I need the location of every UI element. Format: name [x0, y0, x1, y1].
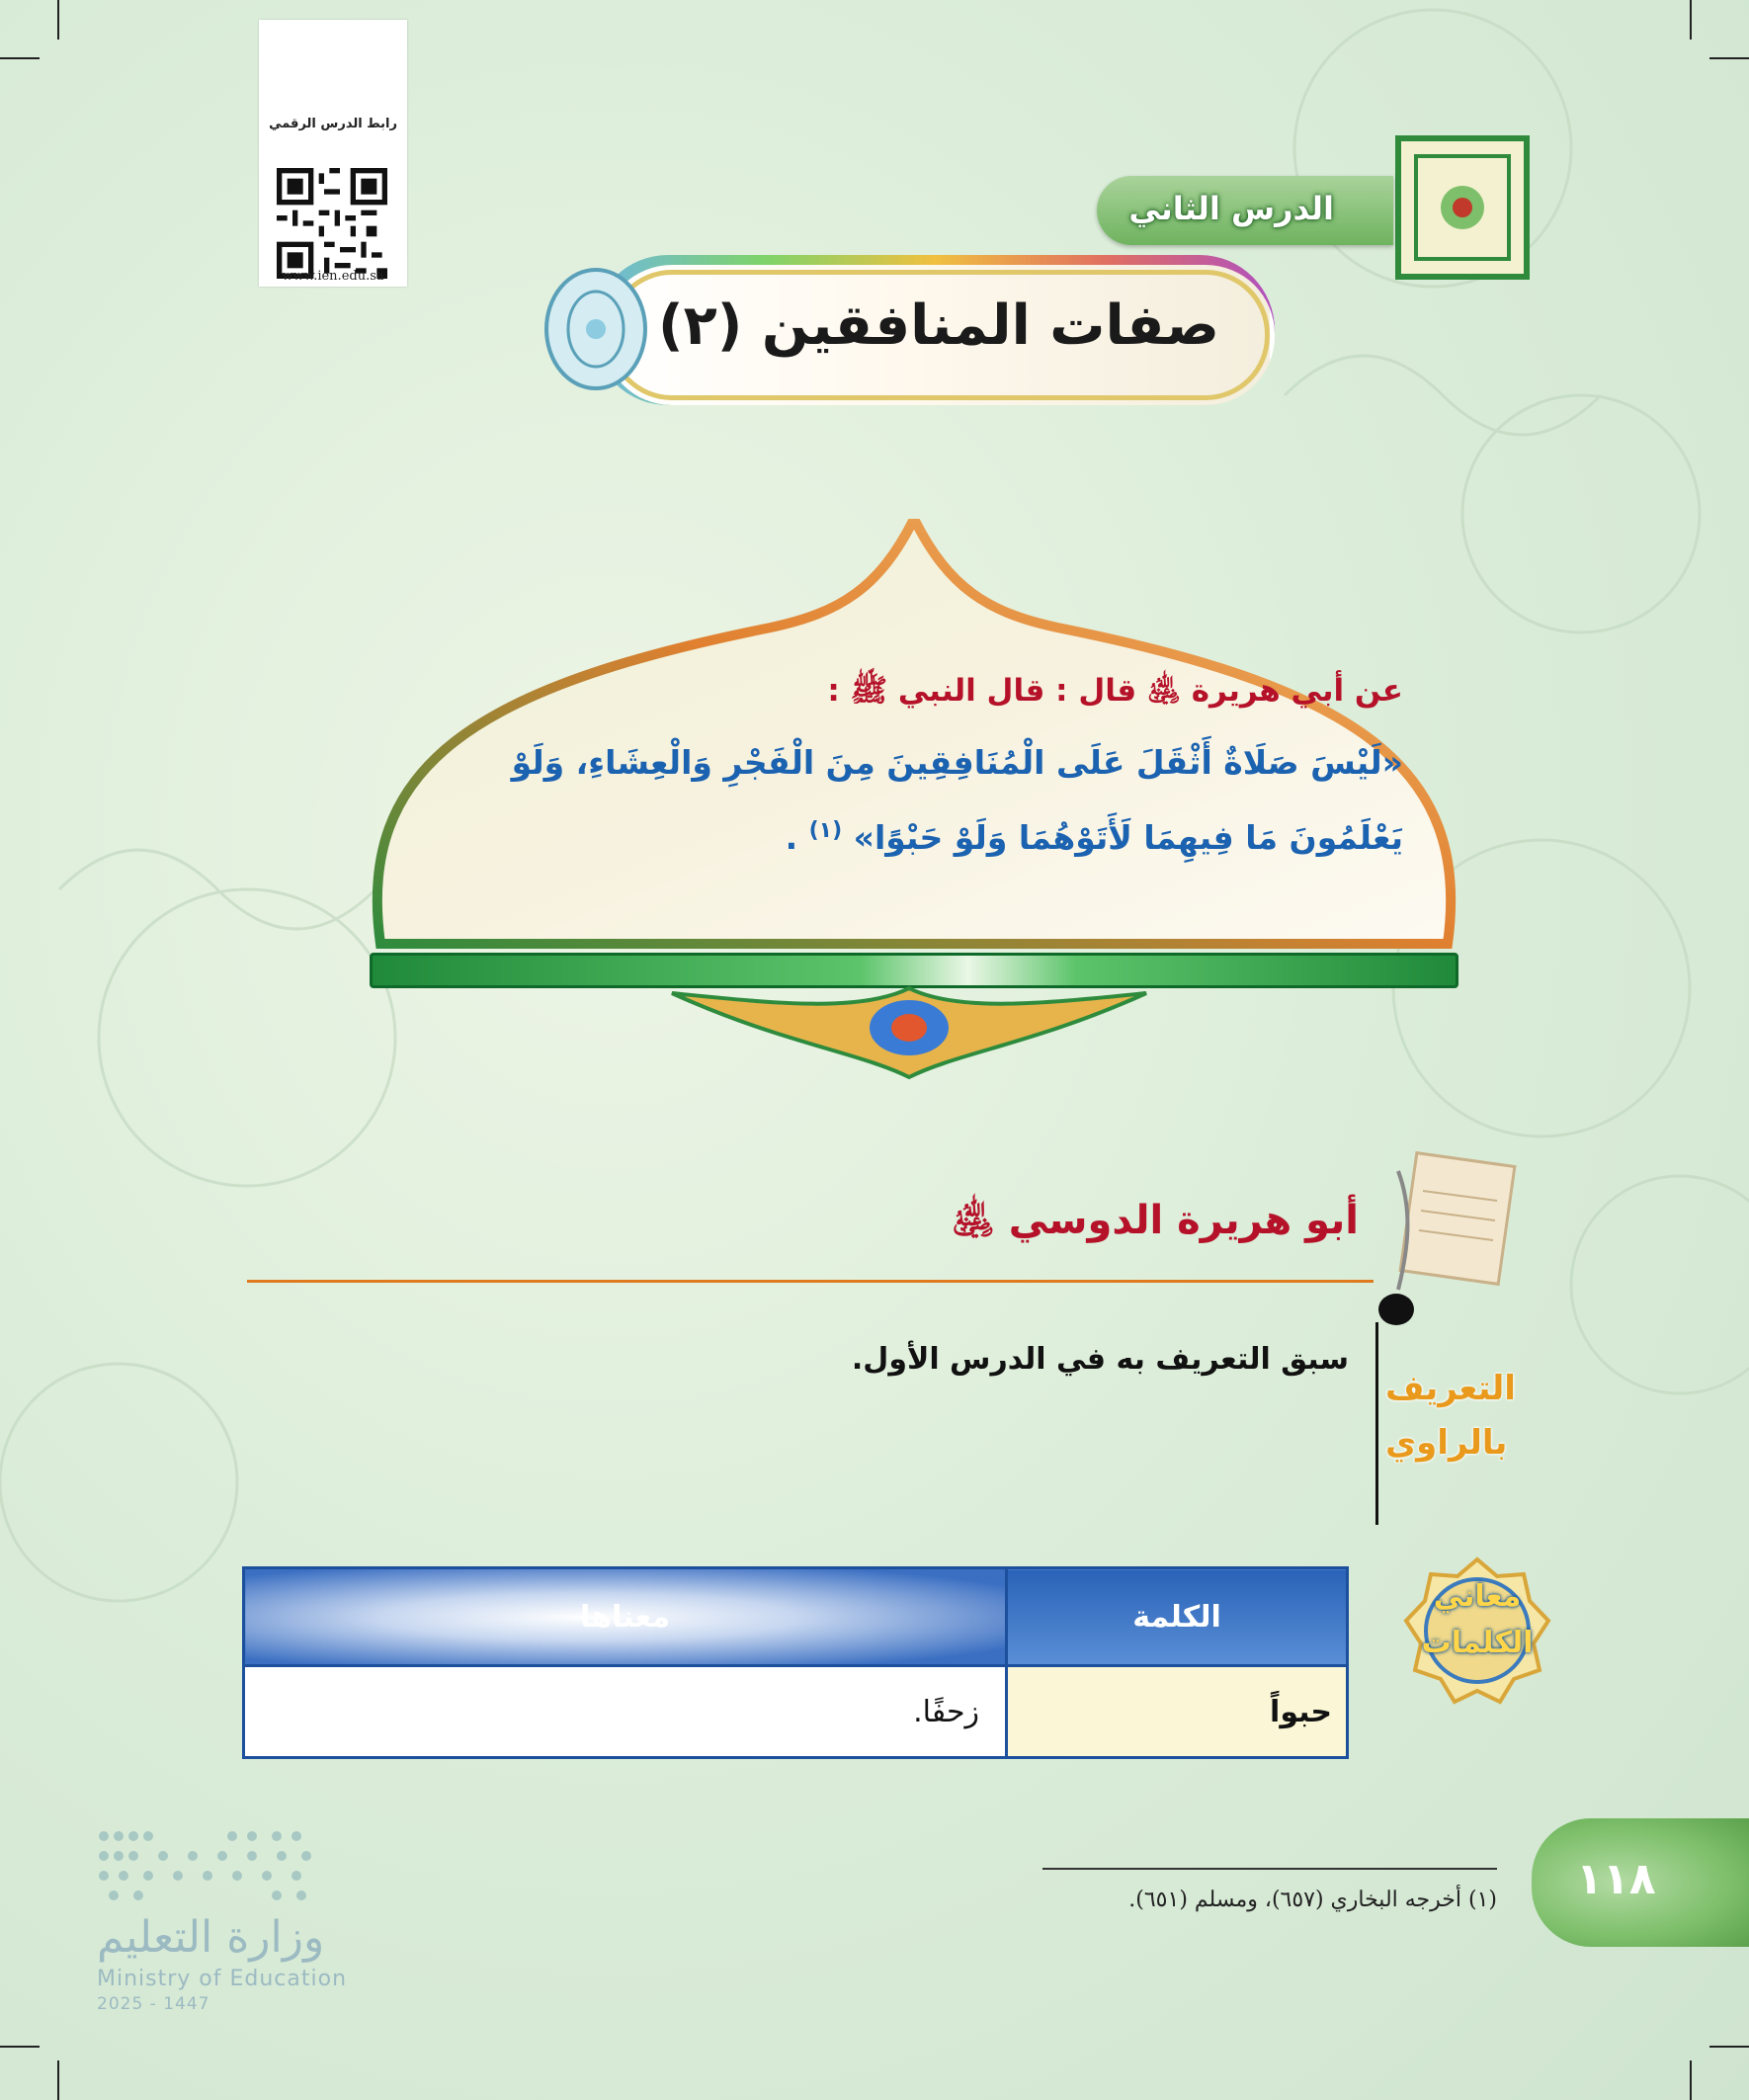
title-ornament-icon: [541, 265, 650, 393]
narrator-rule: [247, 1280, 1374, 1283]
meaning-cell: زحفًا.: [244, 1666, 1007, 1758]
table-header-row: [244, 1568, 1348, 1666]
ministry-year: 2025 - 1447: [97, 1994, 210, 2014]
vocab-badge-line-1: معاني: [1433, 1579, 1522, 1614]
vocab-badge-line-2: الكلمات: [1421, 1626, 1534, 1660]
crop-mark: [0, 57, 40, 59]
crop-mark: [1709, 2046, 1749, 2048]
word-cell: حبواً: [1007, 1666, 1348, 1758]
scroll-quill-icon: [1378, 1151, 1517, 1329]
hadith-intro: عن أبي هريرة ﵁ قال : قال النبي ﷺ :: [827, 673, 1403, 709]
qr-label: رابط الدرس الرقمي: [269, 117, 397, 131]
column-header-word: الكلمة: [1007, 1568, 1348, 1666]
narrator-description: سبق التعريف به في الدرس الأول.: [851, 1342, 1349, 1377]
lesson-ornament-icon: [1388, 128, 1537, 287]
hadith-line-1: «لَيْسَ صَلَاةٌ أَثْقَلَ عَلَى الْمُنَافِقِينَ مِنَ الْفَجْرِ وَالْعِشَاءِ، وَلَوْ: [511, 743, 1403, 782]
section-label-narrator-line-2: بالراوي: [1385, 1423, 1508, 1463]
crop-mark: [57, 2060, 59, 2100]
crop-mark: [0, 2046, 40, 2048]
hadith-text: [415, 672, 1403, 929]
crop-mark: [1690, 2060, 1692, 2100]
title-pill: [603, 265, 1275, 405]
section-label-narrator-line-1: التعريف: [1385, 1369, 1516, 1408]
narrator-heading: أبو هريرة الدوسي ﵁: [952, 1198, 1359, 1243]
column-header-meaning: معناها: [244, 1568, 1007, 1666]
hadith-end-period: .: [785, 818, 798, 857]
page-title: صفات المنافقين (٢): [658, 294, 1219, 358]
table-row: [244, 1666, 1348, 1758]
arabesque-ornament-icon: [613, 983, 1206, 1082]
hadith-line-2: [786, 818, 1403, 857]
ministry-name-english: Ministry of Education: [97, 1967, 348, 1991]
lesson-banner: [1097, 176, 1393, 245]
hadith-line-2-text: يَعْلَمُونَ مَا فِيهِمَا لَأَتَوْهُمَا وَلَوْ حَبْوًا»: [853, 818, 1403, 857]
ministry-logo-icon: [94, 1826, 321, 1905]
page-number: ١١٨: [1576, 1854, 1656, 1904]
lesson-label: الدرس الثاني: [1128, 190, 1334, 227]
ministry-name-arabic: وزارة التعليم: [97, 1912, 325, 1963]
qr-card[interactable]: [259, 20, 407, 287]
vocab-table: [242, 1566, 1349, 1759]
crop-mark: [57, 0, 59, 40]
page-number-tab: [1532, 1818, 1749, 1947]
crop-mark: [1709, 57, 1749, 59]
footnote-rule: [1042, 1868, 1497, 1870]
footnote-text: (١) أخرجه البخاري (٦٥٧)، ومسلم (٦٥١).: [1128, 1888, 1497, 1912]
section-label-rule: [1375, 1322, 1378, 1525]
qr-url[interactable]: www.ien.edu.sa: [282, 269, 384, 284]
footnote-reference[interactable]: (١): [808, 818, 843, 843]
crop-mark: [1690, 0, 1692, 40]
qr-code-icon[interactable]: [277, 168, 387, 279]
